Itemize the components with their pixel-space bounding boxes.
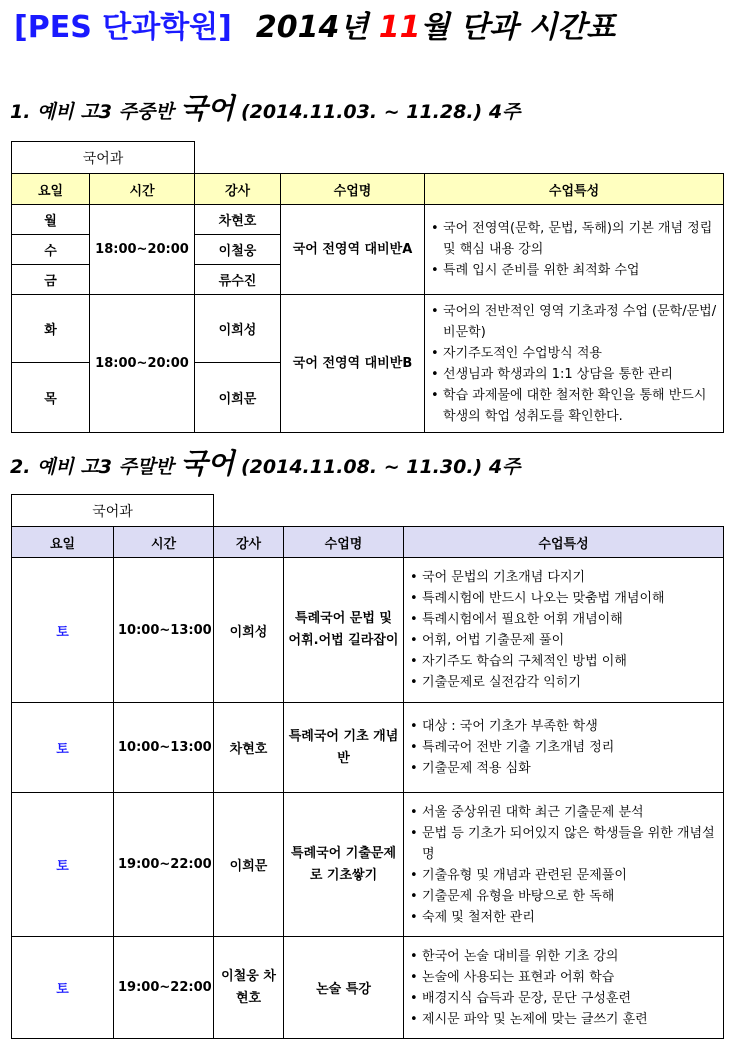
feature-item: • 어휘, 어법 기출문제 풀이 (422, 630, 719, 651)
section-1-subject: 국어 (180, 92, 235, 125)
teacher-cell: 이희문 (214, 793, 284, 937)
feature-item: • 자기주도적인 수업방식 적용 (443, 343, 719, 364)
teacher-cell: 차현호 (214, 703, 284, 793)
feature-item: • 기출문제 적용 심화 (422, 758, 719, 779)
course-cell: 특례국어 기초 개념반 (284, 703, 404, 793)
table-row (12, 937, 724, 1039)
course-cell: 국어 전영역 대비반B (281, 295, 425, 433)
teacher-cell: 류수진 (195, 265, 281, 295)
feature-item: • 특례시험에서 필요한 어휘 개념이해 (422, 609, 719, 630)
features-cell (404, 793, 724, 937)
feature-item: • 제시문 파악 및 논제에 맞는 글쓰기 훈련 (422, 1009, 719, 1030)
time-cell: 19:00~22:00 (114, 937, 214, 1039)
day-cell: 수 (12, 235, 90, 265)
weekday-timetable (11, 141, 724, 433)
table-header-row: 요일 시간 강사 수업명 수업특성 (12, 527, 724, 558)
title-suffix: 월 단과 시간표 (420, 10, 616, 45)
course-cell: 특례국어 문법 및 어휘.어법 길라잡이 (284, 558, 404, 703)
feature-item: • 자기주도 학습의 구체적인 방법 이해 (422, 651, 719, 672)
feature-item: • 배경지식 습득과 문장, 문단 구성훈련 (422, 988, 719, 1009)
feature-item: • 논술에 사용되는 표현과 어휘 학습 (422, 967, 719, 988)
table-header-row: 요일 시간 강사 수업명 수업특성 (12, 174, 724, 205)
features-cell (425, 205, 724, 295)
teacher-cell: 이희성 (195, 295, 281, 363)
feature-item: • 숙제 및 철저한 관리 (422, 907, 719, 928)
feature-item: • 기출문제로 실전감각 익히기 (422, 672, 719, 693)
weekend-timetable (11, 494, 724, 1039)
section-2-subject: 국어 (180, 447, 235, 480)
feature-item: • 특례 입시 준비를 위한 최적화 수업 (443, 260, 719, 281)
feature-item: • 국어 전영역(문학, 문법, 독해)의 기본 개념 정립 및 핵심 내용 강의 (443, 218, 719, 260)
table-row (12, 703, 724, 793)
time-cell: 10:00~13:00 (114, 703, 214, 793)
feature-item: • 기출유형 및 개념과 관련된 문제풀이 (422, 865, 719, 886)
feature-item: • 한국어 논술 대비를 위한 기초 강의 (422, 946, 719, 967)
features-cell (404, 703, 724, 793)
course-cell: 논술 특강 (284, 937, 404, 1039)
course-cell: 국어 전영역 대비반A (281, 205, 425, 295)
time-cell: 18:00~20:00 (90, 295, 195, 433)
section-1-heading: 1. 예비 고3 주중반 국어 (2014.11.03. ~ 11.28.) 4주 (10, 92, 521, 125)
day-cell: 목 (12, 363, 90, 433)
table-row (12, 295, 724, 363)
table-row (12, 793, 724, 937)
course-cell: 특례국어 기출문제로 기초쌓기 (284, 793, 404, 937)
time-cell: 19:00~22:00 (114, 793, 214, 937)
table-row (12, 205, 724, 235)
features-cell (425, 295, 724, 433)
feature-item: • 선생님과 학생과의 1:1 상담을 통한 관리 (443, 364, 719, 385)
feature-item: • 대상 : 국어 기초가 부족한 학생 (422, 716, 719, 737)
features-cell (404, 558, 724, 703)
day-cell: 토 (12, 937, 114, 1039)
feature-item: • 서울 중상위권 대학 최근 기출문제 분석 (422, 802, 719, 823)
day-cell: 금 (12, 265, 90, 295)
teacher-cell: 이철웅 차현호 (214, 937, 284, 1039)
title-year: 2014년 (255, 10, 379, 45)
features-cell (404, 937, 724, 1039)
teacher-cell: 이희문 (195, 363, 281, 433)
feature-item: • 특례국어 전반 기출 기초개념 정리 (422, 737, 719, 758)
teacher-cell: 차현호 (195, 205, 281, 235)
day-cell: 토 (12, 793, 114, 937)
department-label: 국어과 (12, 495, 214, 527)
page-title (14, 6, 615, 50)
feature-item: • 국어의 전반적인 영역 기초과정 수업 (문학/문법/비문학) (443, 301, 719, 343)
time-cell: 18:00~20:00 (90, 205, 195, 295)
day-cell: 화 (12, 295, 90, 363)
title-month: 11 (378, 10, 421, 45)
feature-item: • 문법 등 기초가 되어있지 않은 학생들을 위한 개념설명 (422, 823, 719, 865)
table-row (12, 558, 724, 703)
brand-name: [PES 단과학원] (14, 10, 232, 45)
department-label: 국어과 (12, 142, 195, 174)
feature-item: • 특례시험에 반드시 나오는 맞춤법 개념이해 (422, 588, 719, 609)
teacher-cell: 이철웅 (195, 235, 281, 265)
time-cell: 10:00~13:00 (114, 558, 214, 703)
day-cell: 토 (12, 558, 114, 703)
day-cell: 토 (12, 703, 114, 793)
feature-item: • 국어 문법의 기초개념 다지기 (422, 567, 719, 588)
feature-item: • 학습 과제물에 대한 철저한 확인을 통해 반드시 학생의 학업 성취도를 확인한다. (443, 385, 719, 427)
day-cell: 월 (12, 205, 90, 235)
feature-item: • 기출문제 유형을 바탕으로 한 독해 (422, 886, 719, 907)
teacher-cell: 이희성 (214, 558, 284, 703)
section-2-heading: 2. 예비 고3 주말반 국어 (2014.11.08. ~ 11.30.) 4주 (10, 447, 521, 480)
